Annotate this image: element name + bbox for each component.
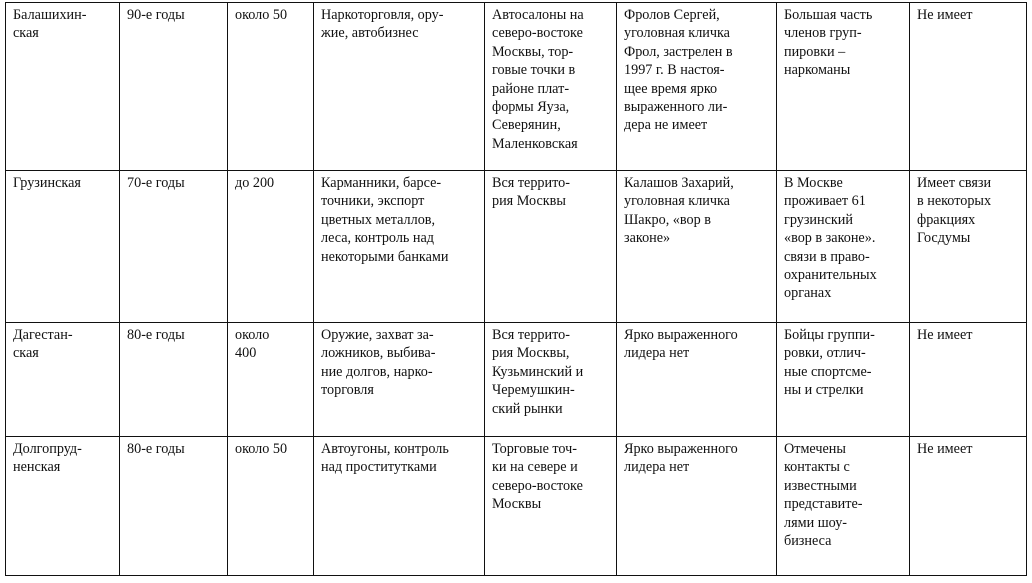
- leader-cell: Фролов Сергей, уголовная кличка Фрол, застрелен в 1997 г. В настоя- щее время ярко выраженного ли- дера не имеет: [617, 3, 777, 171]
- group-name-cell: Долгопруд- ненская: [6, 437, 120, 576]
- table-row: [6, 171, 1027, 323]
- activity-cell: Наркоторговля, ору- жие, автобизнес: [314, 3, 485, 171]
- notes-cell: Отмечены контакты с известными представите- лями шоу- бизнеса: [777, 437, 910, 576]
- notes-cell: В Москве проживает 61 грузинский «вор в законе». связи в право- охранительных органах: [777, 171, 910, 323]
- leader-cell: Ярко выраженного лидера нет: [617, 437, 777, 576]
- links-cell: Не имеет: [910, 323, 1027, 437]
- size-cell: до 200: [228, 171, 314, 323]
- gang-table: [5, 2, 1027, 576]
- period-cell: 80-е годы: [120, 437, 228, 576]
- group-name-cell: Балашихин- ская: [6, 3, 120, 171]
- links-cell: Имеет связи в некоторых фракциях Госдумы: [910, 171, 1027, 323]
- period-cell: 90-е годы: [120, 3, 228, 171]
- territory-cell: Вся террито- рия Москвы: [485, 171, 617, 323]
- leader-cell: Ярко выраженного лидера нет: [617, 323, 777, 437]
- period-cell: 70-е годы: [120, 171, 228, 323]
- leader-cell: Калашов Захарий, уголовная кличка Шакро, «вор в законе»: [617, 171, 777, 323]
- territory-cell: Автосалоны на северо-востоке Москвы, тор- говые точки в районе плат- формы Яуза, Северянин, Маленковская: [485, 3, 617, 171]
- notes-cell: Бойцы группи- ровки, отлич- ные спортсме- ны и стрелки: [777, 323, 910, 437]
- notes-cell: Большая часть членов груп- пировки – наркоманы: [777, 3, 910, 171]
- group-name-cell: Дагестан- ская: [6, 323, 120, 437]
- size-cell: около 50: [228, 437, 314, 576]
- activity-cell: Оружие, захват за- ложников, выбива- ние долгов, нарко- торговля: [314, 323, 485, 437]
- group-name-cell: Грузинская: [6, 171, 120, 323]
- activity-cell: Карманники, барсе- точники, экспорт цветных металлов, леса, контроль над некоторыми банками: [314, 171, 485, 323]
- table-row: [6, 3, 1027, 171]
- size-cell: около 50: [228, 3, 314, 171]
- period-cell: 80-е годы: [120, 323, 228, 437]
- table-row: [6, 323, 1027, 437]
- table-row: [6, 437, 1027, 576]
- territory-cell: Торговые точ- ки на севере и северо-востоке Москвы: [485, 437, 617, 576]
- activity-cell: Автоугоны, контроль над проститутками: [314, 437, 485, 576]
- size-cell: около 400: [228, 323, 314, 437]
- links-cell: Не имеет: [910, 437, 1027, 576]
- links-cell: Не имеет: [910, 3, 1027, 171]
- territory-cell: Вся террито- рия Москвы, Кузьминский и Черемушкин- ский рынки: [485, 323, 617, 437]
